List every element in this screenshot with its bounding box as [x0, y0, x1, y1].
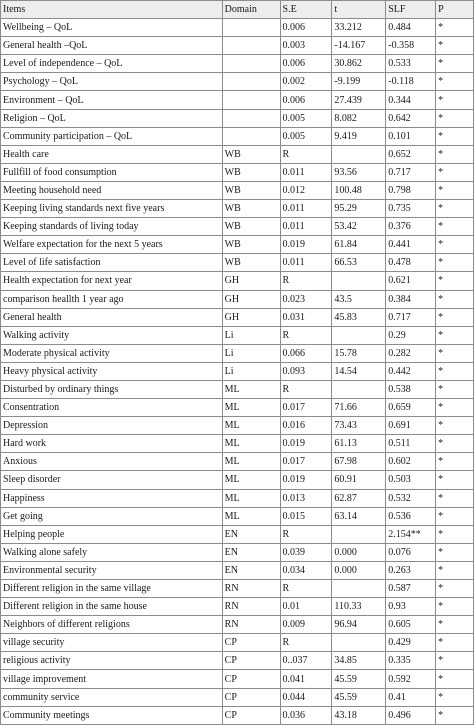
cell-domain: Li	[222, 326, 280, 344]
cell-se: 0.036	[280, 706, 332, 724]
cell-p: *	[436, 290, 474, 308]
cell-domain: WB	[222, 181, 280, 199]
cell-slf: 0.592	[386, 670, 436, 688]
cell-t: 9.419	[332, 127, 386, 145]
cell-t: 14.54	[332, 362, 386, 380]
cell-se: 0.011	[280, 218, 332, 236]
cell-slf: 0.484	[386, 19, 436, 37]
cell-t: 45.83	[332, 308, 386, 326]
cell-item: Walking alone safely	[1, 543, 223, 561]
cell-p: *	[436, 380, 474, 398]
cell-t: 95.29	[332, 200, 386, 218]
cell-se: R	[280, 634, 332, 652]
cell-item: village security	[1, 634, 223, 652]
cell-t	[332, 634, 386, 652]
cell-p: *	[436, 453, 474, 471]
cell-item: Sleep disorder	[1, 471, 223, 489]
table-row	[1, 453, 474, 471]
cell-p: *	[436, 127, 474, 145]
cell-se: 0.006	[280, 55, 332, 73]
cell-item: Helping people	[1, 525, 223, 543]
table-row	[1, 652, 474, 670]
cell-slf: 0.587	[386, 580, 436, 598]
cell-se: 0.013	[280, 489, 332, 507]
cell-item: Depression	[1, 417, 223, 435]
cell-t: 67.98	[332, 453, 386, 471]
cell-t: 66.53	[332, 254, 386, 272]
cell-domain: RN	[222, 598, 280, 616]
cell-t: 0.000	[332, 561, 386, 579]
table-row	[1, 344, 474, 362]
cell-domain: ML	[222, 471, 280, 489]
cell-slf: -0.118	[386, 73, 436, 91]
cell-p: *	[436, 652, 474, 670]
cell-domain: GH	[222, 308, 280, 326]
cell-se: R	[280, 272, 332, 290]
cell-item: General health –QoL	[1, 37, 223, 55]
cell-se: 0.039	[280, 543, 332, 561]
header-domain: Domain	[222, 1, 280, 19]
cell-item: Walking activity	[1, 326, 223, 344]
cell-slf: 0.335	[386, 652, 436, 670]
cell-slf: 0.282	[386, 344, 436, 362]
cell-item: Hard work	[1, 435, 223, 453]
cell-item: Heavy physical activity	[1, 362, 223, 380]
cell-slf: 0.441	[386, 236, 436, 254]
cell-slf: 0.536	[386, 507, 436, 525]
table-row	[1, 399, 474, 417]
cell-item: Keeping living standards next five years	[1, 200, 223, 218]
header-p: P	[436, 1, 474, 19]
cell-domain: ML	[222, 489, 280, 507]
cell-t: 61.13	[332, 435, 386, 453]
cell-t: 0.000	[332, 543, 386, 561]
cell-p: *	[436, 670, 474, 688]
cell-t: 71.66	[332, 399, 386, 417]
cell-slf: 0.93	[386, 598, 436, 616]
table-row	[1, 19, 474, 37]
table-row	[1, 236, 474, 254]
cell-t	[332, 326, 386, 344]
table-row	[1, 254, 474, 272]
table-row	[1, 417, 474, 435]
cell-slf: -0.358	[386, 37, 436, 55]
cell-slf: 0.691	[386, 417, 436, 435]
cell-t: 34.85	[332, 652, 386, 670]
cell-p: *	[436, 616, 474, 634]
cell-t	[332, 525, 386, 543]
cell-se: 0.003	[280, 37, 332, 55]
cell-domain: ML	[222, 380, 280, 398]
cell-slf: 0.605	[386, 616, 436, 634]
cell-item: Consentration	[1, 399, 223, 417]
cell-se: 0.006	[280, 91, 332, 109]
table-row	[1, 218, 474, 236]
table-row	[1, 507, 474, 525]
cell-p: *	[436, 308, 474, 326]
cell-p: *	[436, 55, 474, 73]
cell-domain: WB	[222, 163, 280, 181]
cell-p: *	[436, 37, 474, 55]
table-row	[1, 561, 474, 579]
cell-t: 73.43	[332, 417, 386, 435]
cell-item: religious activity	[1, 652, 223, 670]
cell-t: 60.91	[332, 471, 386, 489]
cell-se: R	[280, 145, 332, 163]
cell-slf: 0.503	[386, 471, 436, 489]
cell-domain	[222, 19, 280, 37]
cell-p: *	[436, 200, 474, 218]
cell-se: 0.093	[280, 362, 332, 380]
table-row	[1, 489, 474, 507]
cell-domain: EN	[222, 543, 280, 561]
cell-t: -14.167	[332, 37, 386, 55]
cell-item: Anxious	[1, 453, 223, 471]
cell-domain: EN	[222, 561, 280, 579]
cell-slf: 0.659	[386, 399, 436, 417]
cell-domain	[222, 91, 280, 109]
cell-se: 0.011	[280, 200, 332, 218]
cell-item: Happiness	[1, 489, 223, 507]
table-row	[1, 543, 474, 561]
cell-se: 0.017	[280, 453, 332, 471]
cell-item: Different religion in the same village	[1, 580, 223, 598]
cell-p: *	[436, 326, 474, 344]
cell-slf: 0.532	[386, 489, 436, 507]
cell-se: 0.011	[280, 254, 332, 272]
cell-se: 0.041	[280, 670, 332, 688]
cell-p: *	[436, 471, 474, 489]
cell-item: comparison heallth 1 year ago	[1, 290, 223, 308]
table-row	[1, 91, 474, 109]
cell-p: *	[436, 344, 474, 362]
cell-se: R	[280, 380, 332, 398]
table-row	[1, 326, 474, 344]
cell-domain: ML	[222, 417, 280, 435]
cell-se: R	[280, 326, 332, 344]
cell-item: Level of life satisfaction	[1, 254, 223, 272]
cell-item: Community meetings	[1, 706, 223, 724]
cell-se: 0.016	[280, 417, 332, 435]
header-row	[1, 1, 474, 19]
cell-domain	[222, 37, 280, 55]
table-row	[1, 127, 474, 145]
cell-se: 0..037	[280, 652, 332, 670]
cell-se: 0.019	[280, 471, 332, 489]
cell-item: Health care	[1, 145, 223, 163]
cell-p: *	[436, 688, 474, 706]
table-row	[1, 471, 474, 489]
table-row	[1, 634, 474, 652]
table-row	[1, 37, 474, 55]
cell-se: 0.023	[280, 290, 332, 308]
cell-slf: 0.621	[386, 272, 436, 290]
cell-p: *	[436, 489, 474, 507]
cell-domain	[222, 73, 280, 91]
cell-t: 96.94	[332, 616, 386, 634]
cell-p: *	[436, 272, 474, 290]
cell-p: *	[436, 181, 474, 199]
cell-slf: 0.717	[386, 308, 436, 326]
cell-p: *	[436, 163, 474, 181]
cell-domain: Li	[222, 362, 280, 380]
table-row	[1, 580, 474, 598]
table-row	[1, 145, 474, 163]
table-row	[1, 435, 474, 453]
cell-se: 0.044	[280, 688, 332, 706]
cell-p: *	[436, 417, 474, 435]
cell-p: *	[436, 525, 474, 543]
cell-t: 63.14	[332, 507, 386, 525]
cell-item: Neighbors of different religions	[1, 616, 223, 634]
cell-slf: 0.478	[386, 254, 436, 272]
cell-item: Community participation – QoL	[1, 127, 223, 145]
cell-t: 62.87	[332, 489, 386, 507]
cell-se: R	[280, 525, 332, 543]
cell-domain: WB	[222, 218, 280, 236]
cell-t	[332, 272, 386, 290]
cell-se: 0.009	[280, 616, 332, 634]
cell-se: 0.019	[280, 435, 332, 453]
cell-domain: Li	[222, 344, 280, 362]
table-row	[1, 200, 474, 218]
cell-domain	[222, 109, 280, 127]
table-row	[1, 73, 474, 91]
cell-item: General health	[1, 308, 223, 326]
cell-p: *	[436, 634, 474, 652]
cell-se: 0.012	[280, 181, 332, 199]
table-header	[1, 1, 474, 19]
cell-domain: WB	[222, 145, 280, 163]
cell-domain: ML	[222, 399, 280, 417]
cell-se: 0.015	[280, 507, 332, 525]
table-row	[1, 55, 474, 73]
cell-t: 8.082	[332, 109, 386, 127]
cell-domain: GH	[222, 272, 280, 290]
cell-item: Environmental security	[1, 561, 223, 579]
table-row	[1, 380, 474, 398]
cell-item: Psychology – QoL	[1, 73, 223, 91]
table-row	[1, 272, 474, 290]
header-slf: SLF	[386, 1, 436, 19]
header-se: S.E	[280, 1, 332, 19]
cell-p: *	[436, 399, 474, 417]
cell-t	[332, 145, 386, 163]
table-row	[1, 706, 474, 724]
cell-p: *	[436, 435, 474, 453]
cell-slf: 0.496	[386, 706, 436, 724]
cell-se: 0.006	[280, 19, 332, 37]
cell-slf: 0.735	[386, 200, 436, 218]
cell-p: *	[436, 561, 474, 579]
table-row	[1, 688, 474, 706]
table-row	[1, 308, 474, 326]
cell-p: *	[436, 362, 474, 380]
cell-p: *	[436, 73, 474, 91]
cell-slf: 0.798	[386, 181, 436, 199]
cell-slf: 0.533	[386, 55, 436, 73]
cell-item: Wellbeing – QoL	[1, 19, 223, 37]
cell-t: 43.18	[332, 706, 386, 724]
cell-item: Disturbed by ordinary things	[1, 380, 223, 398]
table-row	[1, 290, 474, 308]
cell-item: community service	[1, 688, 223, 706]
cell-item: Moderate physical activity	[1, 344, 223, 362]
cell-slf: 0.29	[386, 326, 436, 344]
cell-p: *	[436, 91, 474, 109]
cell-p: *	[436, 598, 474, 616]
cell-t: 100.48	[332, 181, 386, 199]
cell-slf: 0.642	[386, 109, 436, 127]
cell-t: 110.33	[332, 598, 386, 616]
cell-domain: ML	[222, 507, 280, 525]
cell-domain: CP	[222, 652, 280, 670]
cell-t	[332, 380, 386, 398]
cell-se: R	[280, 580, 332, 598]
cell-p: *	[436, 543, 474, 561]
cell-se: 0.002	[280, 73, 332, 91]
cell-p: *	[436, 706, 474, 724]
cell-se: 0.005	[280, 127, 332, 145]
table-row	[1, 362, 474, 380]
cell-domain: RN	[222, 616, 280, 634]
cell-se: 0.011	[280, 163, 332, 181]
cell-p: *	[436, 109, 474, 127]
cell-item: Environment – QoL	[1, 91, 223, 109]
cell-domain: WB	[222, 254, 280, 272]
cell-p: *	[436, 507, 474, 525]
cell-slf: 0.263	[386, 561, 436, 579]
cell-t: 33.212	[332, 19, 386, 37]
cell-slf: 0.429	[386, 634, 436, 652]
cell-se: 0.01	[280, 598, 332, 616]
cell-slf: 0.101	[386, 127, 436, 145]
cell-p: *	[436, 145, 474, 163]
cell-item: Welfare expectation for the next 5 years	[1, 236, 223, 254]
cell-slf: 2.154**	[386, 525, 436, 543]
cell-se: 0.034	[280, 561, 332, 579]
cell-se: 0.005	[280, 109, 332, 127]
cell-se: 0.017	[280, 399, 332, 417]
cell-domain: ML	[222, 435, 280, 453]
cell-item: Keeping standards of living today	[1, 218, 223, 236]
cell-slf: 0.076	[386, 543, 436, 561]
table-body	[1, 19, 474, 725]
cell-p: *	[436, 218, 474, 236]
cell-slf: 0.717	[386, 163, 436, 181]
cell-t: 43.5	[332, 290, 386, 308]
cell-slf: 0.511	[386, 435, 436, 453]
cell-t	[332, 580, 386, 598]
cell-slf: 0.652	[386, 145, 436, 163]
cell-item: Level of independence – QoL	[1, 55, 223, 73]
cell-domain: WB	[222, 236, 280, 254]
cell-domain: CP	[222, 634, 280, 652]
table-row	[1, 598, 474, 616]
cell-se: 0.019	[280, 236, 332, 254]
table-row	[1, 109, 474, 127]
cell-se: 0.066	[280, 344, 332, 362]
cell-t: 53.42	[332, 218, 386, 236]
table-row	[1, 525, 474, 543]
cell-domain: RN	[222, 580, 280, 598]
cell-item: Meeting household need	[1, 181, 223, 199]
cell-domain	[222, 127, 280, 145]
cell-item: Different religion in the same house	[1, 598, 223, 616]
cell-se: 0.031	[280, 308, 332, 326]
table-row	[1, 163, 474, 181]
cell-item: Health expectation for next year	[1, 272, 223, 290]
header-items: Items	[1, 1, 223, 19]
table-row	[1, 670, 474, 688]
cell-domain: CP	[222, 670, 280, 688]
table-row	[1, 616, 474, 634]
cell-t: 93.56	[332, 163, 386, 181]
cell-domain: WB	[222, 200, 280, 218]
cell-item: Fullfill of food consumption	[1, 163, 223, 181]
cell-item: Get going	[1, 507, 223, 525]
cell-t: 15.78	[332, 344, 386, 362]
cell-t: 45.59	[332, 688, 386, 706]
cell-slf: 0.442	[386, 362, 436, 380]
cell-p: *	[436, 254, 474, 272]
cell-slf: 0.538	[386, 380, 436, 398]
cell-domain: ML	[222, 453, 280, 471]
cell-t: 30.862	[332, 55, 386, 73]
cell-t: -9.199	[332, 73, 386, 91]
cell-item: village improvement	[1, 670, 223, 688]
cell-slf: 0.602	[386, 453, 436, 471]
cell-p: *	[436, 19, 474, 37]
cell-item: Religion – QoL	[1, 109, 223, 127]
cell-p: *	[436, 580, 474, 598]
cell-t: 61.84	[332, 236, 386, 254]
cell-p: *	[436, 236, 474, 254]
cell-slf: 0.376	[386, 218, 436, 236]
cell-slf: 0.344	[386, 91, 436, 109]
cell-slf: 0.384	[386, 290, 436, 308]
cell-domain: EN	[222, 525, 280, 543]
table-row	[1, 181, 474, 199]
header-t: t	[332, 1, 386, 19]
cell-domain: GH	[222, 290, 280, 308]
cell-domain	[222, 55, 280, 73]
cell-slf: 0.41	[386, 688, 436, 706]
cell-t: 45.59	[332, 670, 386, 688]
cell-t: 27.439	[332, 91, 386, 109]
cell-domain: CP	[222, 706, 280, 724]
cell-domain: CP	[222, 688, 280, 706]
